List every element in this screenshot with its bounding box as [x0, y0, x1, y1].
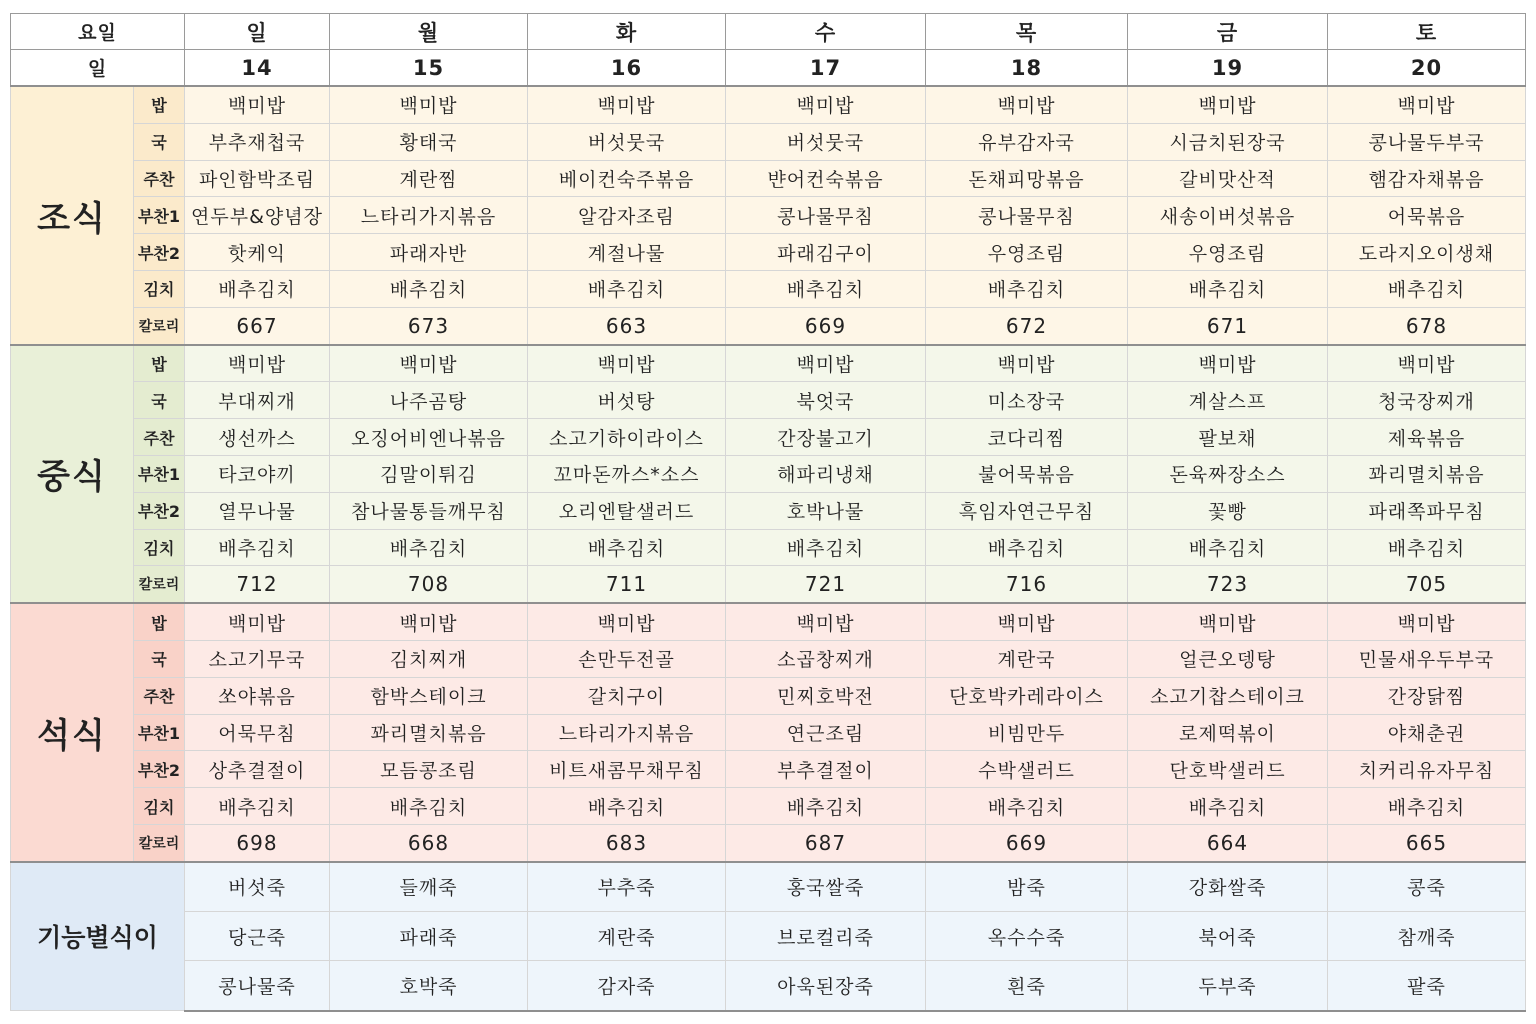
calorie-cell: 712: [185, 566, 330, 603]
menu-cell: 콩나물두부국: [1328, 123, 1526, 160]
row-label-kimchi: 김치: [134, 788, 185, 825]
menu-cell: 야채춘권: [1328, 714, 1526, 751]
row-label-rice: 밥: [134, 603, 185, 640]
menu-cell: 배추김치: [185, 788, 330, 825]
weekday-header-row: [11, 14, 1526, 50]
calorie-cell: 669: [726, 307, 926, 344]
date-sun: 14: [185, 50, 330, 87]
menu-cell: 계절나물: [528, 234, 726, 271]
menu-cell: 갈치구이: [528, 677, 726, 714]
menu-cell: 백미밥: [726, 345, 926, 382]
weekday-header-label: 요일: [11, 14, 185, 50]
menu-cell: 소고기찹스테이크: [1128, 677, 1328, 714]
menu-cell: 생선까스: [185, 419, 330, 456]
menu-cell: 배추김치: [1328, 529, 1526, 566]
menu-cell: 수박샐러드: [926, 751, 1128, 788]
calorie-cell: 672: [926, 307, 1128, 344]
menu-cell: 호박나물: [726, 492, 926, 529]
porridge-cell: 들깨죽: [330, 862, 528, 912]
menu-cell: 민물새우두부국: [1328, 640, 1526, 677]
menu-cell: 배추김치: [528, 529, 726, 566]
menu-cell: 부대찌개: [185, 382, 330, 419]
menu-cell: 코다리찜: [926, 419, 1128, 456]
menu-cell: 백미밥: [528, 86, 726, 123]
calorie-cell: 663: [528, 307, 726, 344]
menu-cell: 소고기무국: [185, 640, 330, 677]
calorie-cell: 698: [185, 824, 330, 861]
functional-diet-row: [11, 862, 1526, 912]
row-label-main-dish: 주찬: [134, 160, 185, 197]
menu-cell: 우영조림: [926, 234, 1128, 271]
menu-cell: 참나물통들깨무침: [330, 492, 528, 529]
menu-cell: 버섯뭇국: [726, 123, 926, 160]
menu-cell: 팔보채: [1128, 419, 1328, 456]
menu-cell: 파래김구이: [726, 234, 926, 271]
calorie-cell: 673: [330, 307, 528, 344]
menu-cell: 배추김치: [726, 788, 926, 825]
functional-diet-row: [11, 912, 1526, 961]
menu-cell: 돈채피망볶음: [926, 160, 1128, 197]
menu-cell: 배추김치: [926, 788, 1128, 825]
menu-cell: 계살스프: [1128, 382, 1328, 419]
menu-cell: 어묵무침: [185, 714, 330, 751]
menu-cell: 배추김치: [528, 788, 726, 825]
date-tue: 16: [528, 50, 726, 87]
date-wed: 17: [726, 50, 926, 87]
menu-cell: 치커리유자무침: [1328, 751, 1526, 788]
menu-cell: 계란찜: [330, 160, 528, 197]
menu-cell: 배추김치: [185, 529, 330, 566]
menu-cell: 제육볶음: [1328, 419, 1526, 456]
breakfast-row-kimchi: [11, 270, 1526, 307]
menu-cell: 갈비맛산적: [1128, 160, 1328, 197]
dinner-label: 석식: [11, 603, 134, 862]
menu-cell: 배추김치: [726, 270, 926, 307]
date-sat: 20: [1328, 50, 1526, 87]
functional-diet-row: [11, 961, 1526, 1011]
weekly-meal-table: [10, 13, 1526, 1012]
menu-cell: 민찌호박전: [726, 677, 926, 714]
row-label-main-dish: 주찬: [134, 419, 185, 456]
menu-cell: 연근조림: [726, 714, 926, 751]
porridge-cell: 두부죽: [1128, 961, 1328, 1011]
menu-cell: 간장닭찜: [1328, 677, 1526, 714]
porridge-cell: 강화쌀죽: [1128, 862, 1328, 912]
menu-cell: 배추김치: [1328, 270, 1526, 307]
lunch-row-side-dish-2: [11, 492, 1526, 529]
calorie-cell: 723: [1128, 566, 1328, 603]
row-label-side-dish-1: 부찬1: [134, 714, 185, 751]
porridge-cell: 당근죽: [185, 912, 330, 961]
menu-cell: 계란국: [926, 640, 1128, 677]
menu-cell: 얼큰오뎅탕: [1128, 640, 1328, 677]
menu-cell: 배추김치: [1328, 788, 1526, 825]
menu-cell: 열무나물: [185, 492, 330, 529]
menu-cell: 버섯뭇국: [528, 123, 726, 160]
menu-cell: 미소장국: [926, 382, 1128, 419]
table-body: [11, 14, 1526, 1011]
row-label-side-dish-2: 부찬2: [134, 492, 185, 529]
lunch-label: 중식: [11, 345, 134, 604]
menu-cell: 백미밥: [185, 86, 330, 123]
row-label-rice: 밥: [134, 86, 185, 123]
menu-cell: 부추재첩국: [185, 123, 330, 160]
menu-cell: 타코야끼: [185, 455, 330, 492]
weekday-wed: 수: [726, 14, 926, 50]
menu-cell: 백미밥: [185, 345, 330, 382]
breakfast-label: 조식: [11, 86, 134, 345]
calorie-cell: 705: [1328, 566, 1526, 603]
date-header-label: 일: [11, 50, 185, 87]
menu-cell: 백미밥: [185, 603, 330, 640]
menu-cell: 백미밥: [1328, 345, 1526, 382]
menu-cell: 꼬마돈까스*소스: [528, 455, 726, 492]
row-label-side-dish-2: 부찬2: [134, 751, 185, 788]
porridge-cell: 호박죽: [330, 961, 528, 1011]
menu-cell: 느타리가지볶음: [330, 197, 528, 234]
dinner-row-side-dish-2: [11, 751, 1526, 788]
row-label-calories: 칼로리: [134, 307, 185, 344]
menu-cell: 베이컨숙주볶음: [528, 160, 726, 197]
row-label-main-dish: 주찬: [134, 677, 185, 714]
porridge-cell: 버섯죽: [185, 862, 330, 912]
calorie-cell: 668: [330, 824, 528, 861]
menu-cell: 백미밥: [1128, 86, 1328, 123]
calorie-cell: 667: [185, 307, 330, 344]
menu-cell: 파래자반: [330, 234, 528, 271]
menu-cell: 백미밥: [926, 86, 1128, 123]
porridge-cell: 브로컬리죽: [726, 912, 926, 961]
date-fri: 19: [1128, 50, 1328, 87]
menu-cell: 소고기하이라이스: [528, 419, 726, 456]
calorie-cell: 721: [726, 566, 926, 603]
menu-cell: 배추김치: [330, 788, 528, 825]
menu-cell: 백미밥: [1328, 603, 1526, 640]
menu-cell: 배추김치: [528, 270, 726, 307]
row-label-kimchi: 김치: [134, 529, 185, 566]
row-label-soup: 국: [134, 123, 185, 160]
menu-cell: 배추김치: [726, 529, 926, 566]
menu-cell: 배추김치: [926, 529, 1128, 566]
porridge-cell: 파래죽: [330, 912, 528, 961]
row-label-kimchi: 김치: [134, 270, 185, 307]
porridge-cell: 홍국쌀죽: [726, 862, 926, 912]
menu-cell: 느타리가지볶음: [528, 714, 726, 751]
breakfast-row-side-dish-1: [11, 197, 1526, 234]
menu-cell: 도라지오이생채: [1328, 234, 1526, 271]
menu-cell: 소곱창찌개: [726, 640, 926, 677]
row-label-soup: 국: [134, 382, 185, 419]
menu-cell: 버섯탕: [528, 382, 726, 419]
menu-cell: 꽈리멸치볶음: [330, 714, 528, 751]
dinner-row-soup: [11, 640, 1526, 677]
row-label-side-dish-2: 부찬2: [134, 234, 185, 271]
menu-cell: 연두부&양념장: [185, 197, 330, 234]
lunch-row-main-dish: [11, 419, 1526, 456]
menu-cell: 나주곰탕: [330, 382, 528, 419]
menu-cell: 백미밥: [1128, 345, 1328, 382]
dinner-row-calories: [11, 824, 1526, 861]
menu-cell: 배추김치: [926, 270, 1128, 307]
calorie-cell: 708: [330, 566, 528, 603]
menu-cell: 백미밥: [330, 86, 528, 123]
menu-cell: 유부감자국: [926, 123, 1128, 160]
menu-cell: 배추김치: [185, 270, 330, 307]
calorie-cell: 687: [726, 824, 926, 861]
menu-cell: 꽃빵: [1128, 492, 1328, 529]
menu-cell: 꽈리멸치볶음: [1328, 455, 1526, 492]
menu-cell: 새송이버섯볶음: [1128, 197, 1328, 234]
date-mon: 15: [330, 50, 528, 87]
menu-cell: 오리엔탈샐러드: [528, 492, 726, 529]
menu-cell: 로제떡볶이: [1128, 714, 1328, 751]
menu-cell: 단호박샐러드: [1128, 751, 1328, 788]
lunch-row-soup: [11, 382, 1526, 419]
menu-cell: 배추김치: [1128, 270, 1328, 307]
menu-cell: 불어묵볶음: [926, 455, 1128, 492]
menu-cell: 해파리냉채: [726, 455, 926, 492]
menu-cell: 배추김치: [330, 529, 528, 566]
functional-diet-label: 기능별식이: [11, 862, 185, 1011]
menu-cell: 돈육짜장소스: [1128, 455, 1328, 492]
breakfast-row-soup: [11, 123, 1526, 160]
porridge-cell: 밤죽: [926, 862, 1128, 912]
row-label-side-dish-1: 부찬1: [134, 197, 185, 234]
menu-cell: 배추김치: [1128, 529, 1328, 566]
breakfast-row-calories: [11, 307, 1526, 344]
menu-cell: 모듬콩조림: [330, 751, 528, 788]
menu-cell: 북엇국: [726, 382, 926, 419]
menu-cell: 햄감자채볶음: [1328, 160, 1526, 197]
menu-cell: 오징어비엔나볶음: [330, 419, 528, 456]
menu-cell: 백미밥: [926, 345, 1128, 382]
breakfast-row-side-dish-2: [11, 234, 1526, 271]
lunch-row-calories: [11, 566, 1526, 603]
porridge-cell: 감자죽: [528, 961, 726, 1011]
menu-cell: 콩나물무침: [926, 197, 1128, 234]
lunch-row-side-dish-1: [11, 455, 1526, 492]
menu-cell: 백미밥: [528, 603, 726, 640]
menu-cell: 시금치된장국: [1128, 123, 1328, 160]
weekday-tue: 화: [528, 14, 726, 50]
porridge-cell: 팥죽: [1328, 961, 1526, 1011]
weekday-sun: 일: [185, 14, 330, 50]
menu-cell: 배추김치: [330, 270, 528, 307]
menu-cell: 뱐어컨숙볶음: [726, 160, 926, 197]
calorie-cell: 671: [1128, 307, 1328, 344]
menu-cell: 청국장찌개: [1328, 382, 1526, 419]
lunch-row-kimchi: [11, 529, 1526, 566]
porridge-cell: 북어죽: [1128, 912, 1328, 961]
menu-cell: 김말이튀김: [330, 455, 528, 492]
menu-cell: 파래쪽파무침: [1328, 492, 1526, 529]
menu-cell: 알감자조림: [528, 197, 726, 234]
dinner-row-main-dish: [11, 677, 1526, 714]
calorie-cell: 683: [528, 824, 726, 861]
lunch-row-rice: [11, 345, 1526, 382]
menu-cell: 흑임자연근무침: [926, 492, 1128, 529]
menu-cell: 간장불고기: [726, 419, 926, 456]
menu-cell: 비트새콤무채무침: [528, 751, 726, 788]
menu-cell: 손만두전골: [528, 640, 726, 677]
calorie-cell: 669: [926, 824, 1128, 861]
weekday-mon: 월: [330, 14, 528, 50]
menu-cell: 백미밥: [1128, 603, 1328, 640]
porridge-cell: 콩나물죽: [185, 961, 330, 1011]
breakfast-row-rice: [11, 86, 1526, 123]
menu-cell: 백미밥: [528, 345, 726, 382]
dinner-row-rice: [11, 603, 1526, 640]
weekday-fri: 금: [1128, 14, 1328, 50]
menu-cell: 백미밥: [330, 603, 528, 640]
menu-cell: 부추결절이: [726, 751, 926, 788]
calorie-cell: 678: [1328, 307, 1526, 344]
dinner-row-kimchi: [11, 788, 1526, 825]
date-thu: 18: [926, 50, 1128, 87]
porridge-cell: 부추죽: [528, 862, 726, 912]
menu-cell: 백미밥: [330, 345, 528, 382]
weekday-sat: 토: [1328, 14, 1526, 50]
menu-cell: 백미밥: [1328, 86, 1526, 123]
menu-cell: 상추결절이: [185, 751, 330, 788]
menu-cell: 백미밥: [926, 603, 1128, 640]
porridge-cell: 참깨죽: [1328, 912, 1526, 961]
menu-cell: 어묵볶음: [1328, 197, 1526, 234]
row-label-calories: 칼로리: [134, 566, 185, 603]
menu-cell: 단호박카레라이스: [926, 677, 1128, 714]
menu-cell: 백미밥: [726, 86, 926, 123]
date-header-row: [11, 50, 1526, 87]
menu-cell: 배추김치: [1128, 788, 1328, 825]
calorie-cell: 664: [1128, 824, 1328, 861]
menu-cell: 우영조림: [1128, 234, 1328, 271]
row-label-side-dish-1: 부찬1: [134, 455, 185, 492]
menu-cell: 파인함박조림: [185, 160, 330, 197]
dinner-row-side-dish-1: [11, 714, 1526, 751]
menu-cell: 황태국: [330, 123, 528, 160]
menu-cell: 김치찌개: [330, 640, 528, 677]
porridge-cell: 콩죽: [1328, 862, 1526, 912]
calorie-cell: 716: [926, 566, 1128, 603]
menu-cell: 콩나물무침: [726, 197, 926, 234]
menu-cell: 함박스테이크: [330, 677, 528, 714]
porridge-cell: 아욱된장죽: [726, 961, 926, 1011]
row-label-soup: 국: [134, 640, 185, 677]
calorie-cell: 665: [1328, 824, 1526, 861]
porridge-cell: 옥수수죽: [926, 912, 1128, 961]
menu-cell: 백미밥: [726, 603, 926, 640]
porridge-cell: 흰죽: [926, 961, 1128, 1011]
weekday-thu: 목: [926, 14, 1128, 50]
menu-cell: 핫케익: [185, 234, 330, 271]
row-label-calories: 칼로리: [134, 824, 185, 861]
breakfast-row-main-dish: [11, 160, 1526, 197]
porridge-cell: 계란죽: [528, 912, 726, 961]
menu-cell: 쏘야볶음: [185, 677, 330, 714]
calorie-cell: 711: [528, 566, 726, 603]
row-label-rice: 밥: [134, 345, 185, 382]
menu-cell: 비빔만두: [926, 714, 1128, 751]
